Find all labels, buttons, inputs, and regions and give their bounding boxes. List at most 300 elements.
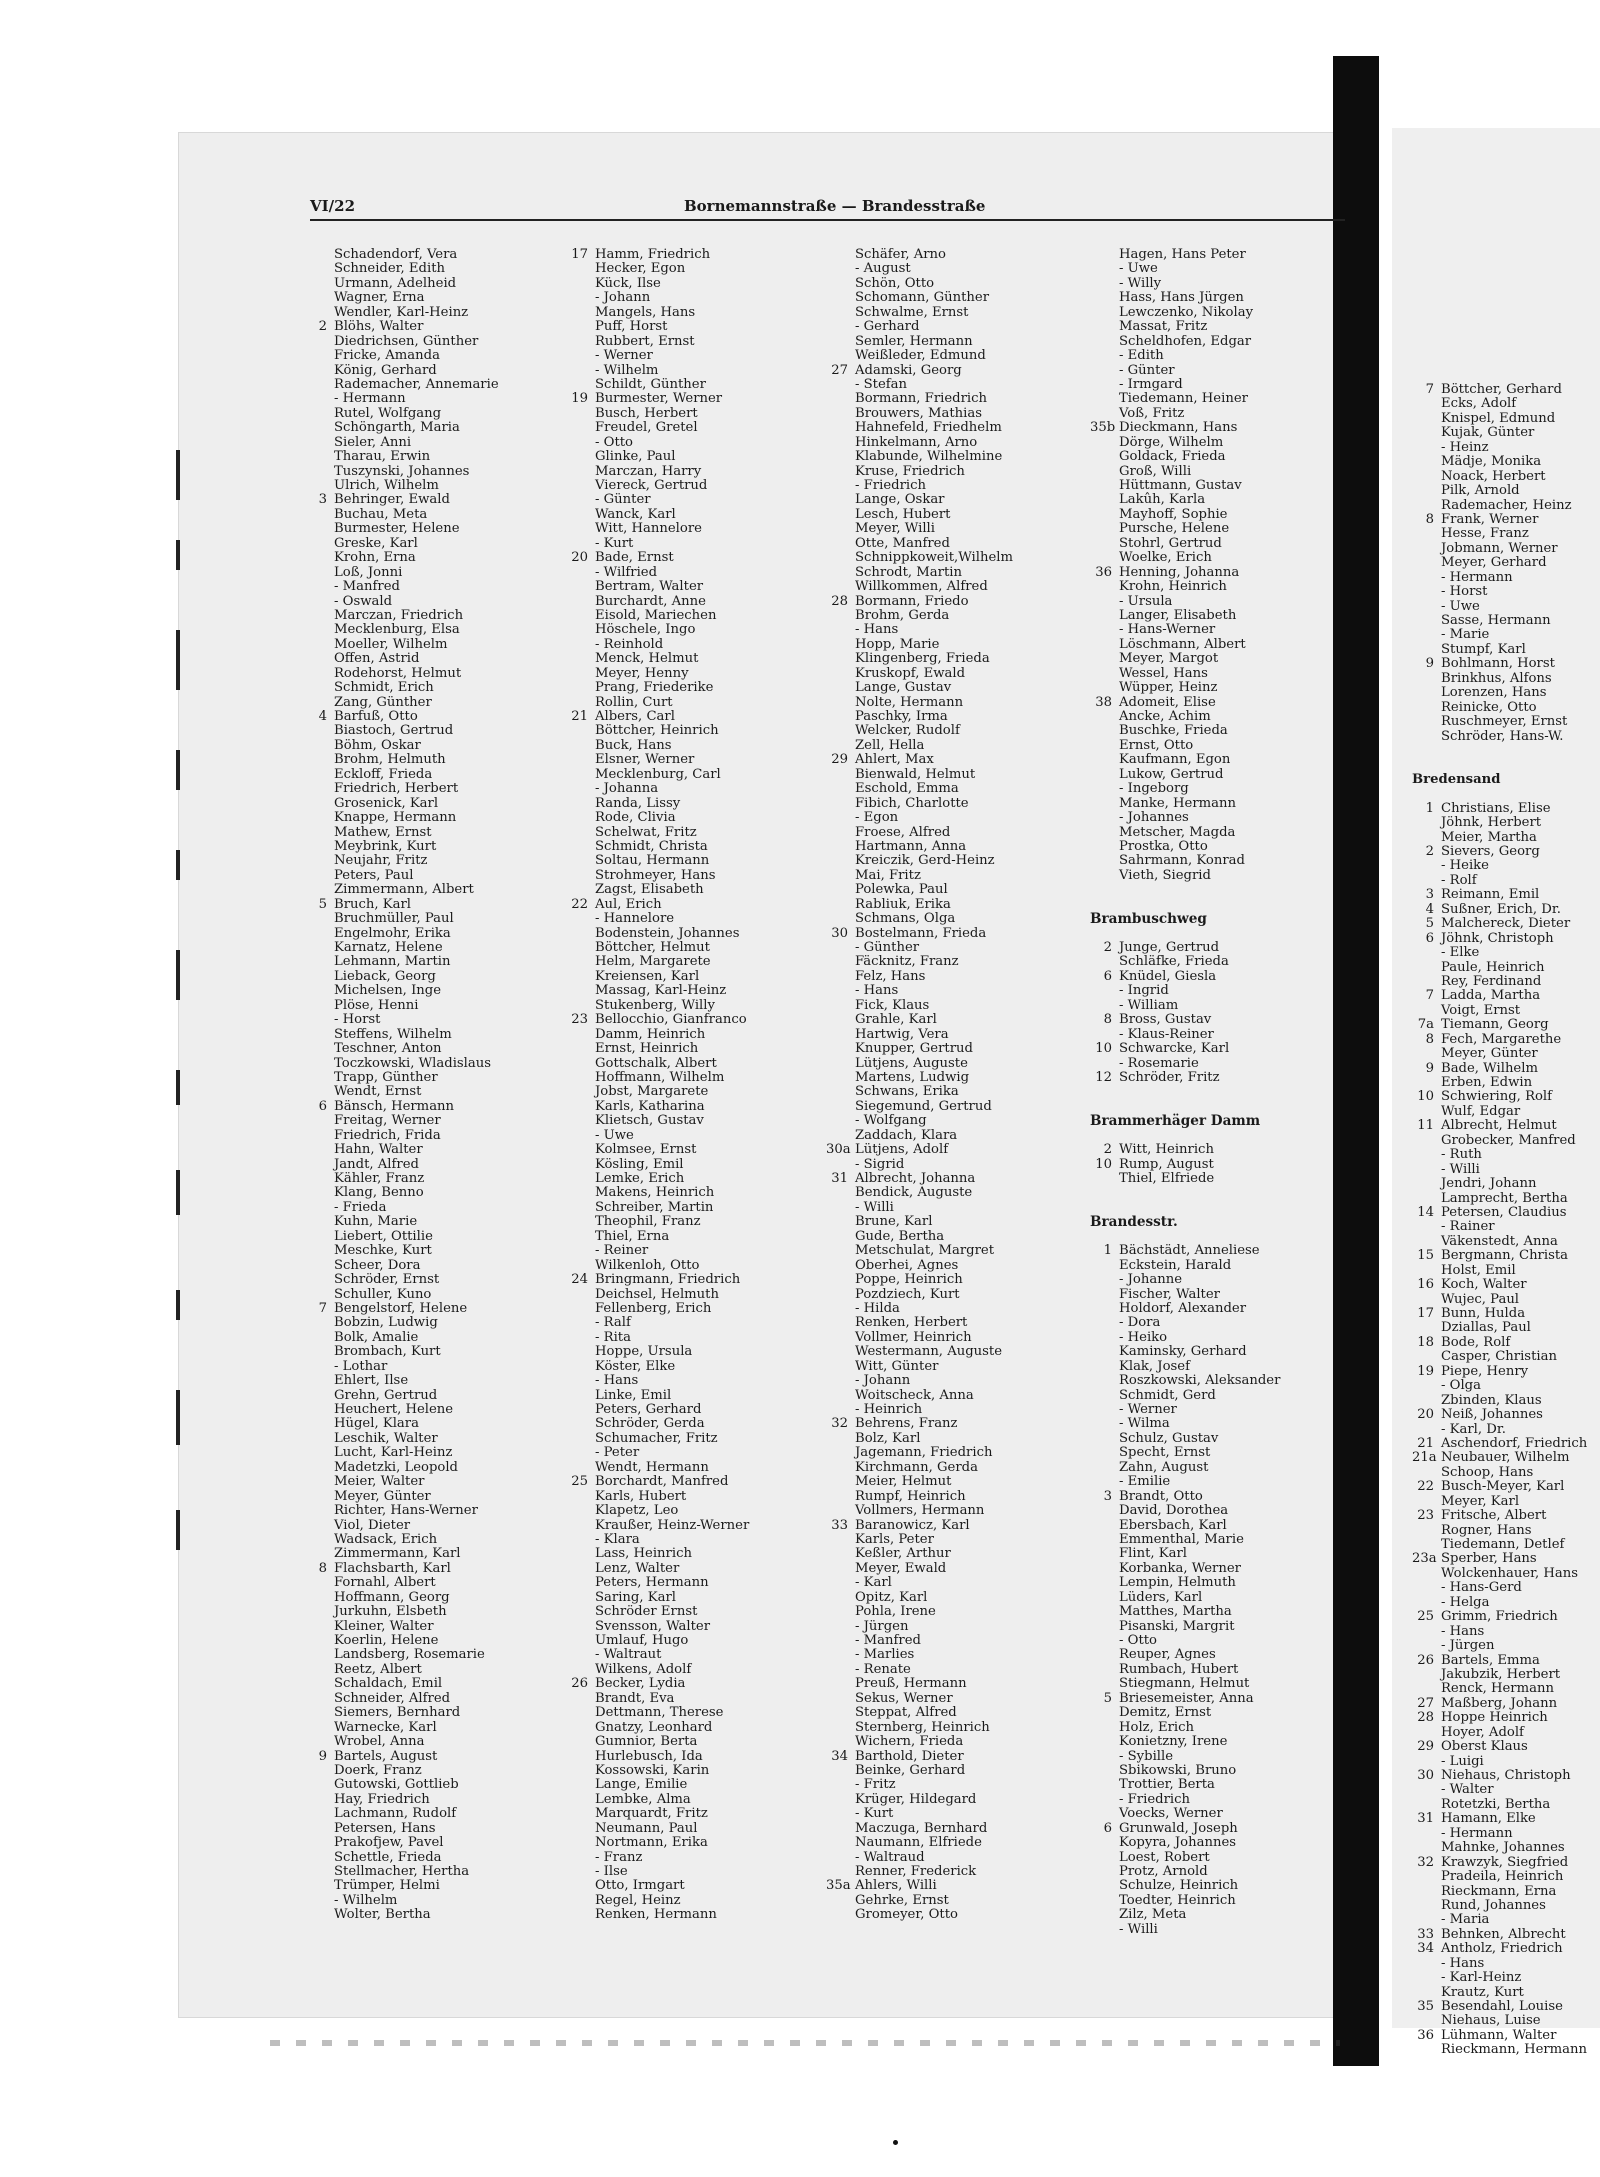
- resident-entry: [566, 392, 749, 406]
- resident-entry: [305, 1446, 499, 1460]
- resident-name: Schulze, Heinrich: [1119, 1878, 1239, 1894]
- resident-entry: [1412, 1018, 1587, 1032]
- street-heading: [1090, 1215, 1280, 1229]
- resident-entry: [566, 1504, 749, 1518]
- resident-entry: [1412, 932, 1587, 946]
- resident-entry: [826, 652, 1013, 666]
- resident-name: Fricke, Amanda: [334, 348, 440, 364]
- resident-entry: [1412, 1726, 1587, 1740]
- resident-entry: [566, 479, 749, 493]
- resident-name: - Wilma: [1119, 1416, 1170, 1432]
- resident-name: - Jürgen: [1441, 1638, 1495, 1654]
- resident-name: Kopyra, Johannes: [1119, 1835, 1237, 1851]
- resident-entry: [1090, 1605, 1280, 1619]
- resident-name: Moeller, Wilhelm: [334, 636, 448, 652]
- resident-entry: [305, 797, 499, 811]
- resident-entry: [305, 1172, 499, 1186]
- resident-name: Hopp, Marie: [855, 636, 940, 652]
- resident-name: Lenz, Walter: [595, 1560, 680, 1576]
- resident-entry: [1090, 1894, 1280, 1908]
- resident-entry: [305, 984, 499, 998]
- resident-entry: [305, 912, 499, 926]
- book-gutter: [1333, 56, 1379, 2066]
- resident-entry: [826, 883, 1013, 897]
- page-header: [310, 197, 1345, 221]
- resident-entry: [566, 1865, 749, 1879]
- resident-name: Zimmermann, Karl: [334, 1546, 461, 1562]
- resident-name: - Ruth: [1441, 1147, 1482, 1163]
- resident-name: Fick, Klaus: [855, 997, 930, 1013]
- resident-name: Hartmann, Anna: [855, 838, 967, 854]
- resident-name: - Waltraut: [595, 1647, 662, 1663]
- street-name: Brammerhäger Damm: [1090, 1113, 1261, 1130]
- resident-entry: [566, 782, 749, 796]
- resident-name: Eckstein, Harald: [1119, 1257, 1232, 1273]
- house-number: 12: [1095, 1069, 1112, 1085]
- house-number: 9: [1425, 1060, 1434, 1076]
- house-number: 15: [1417, 1248, 1434, 1264]
- resident-name: Rund, Johannes: [1441, 1897, 1546, 1913]
- resident-entry: [1090, 349, 1280, 363]
- resident-name: - Kurt: [595, 535, 634, 551]
- resident-name: Schröder, Gerda: [595, 1416, 705, 1432]
- resident-name: Piepe, Henry: [1441, 1363, 1529, 1379]
- resident-entry: [566, 1648, 749, 1662]
- resident-entry: [566, 1129, 749, 1143]
- resident-name: Barthold, Dieter: [855, 1748, 964, 1764]
- resident-entry: [1412, 1755, 1587, 1769]
- resident-entry: [566, 1721, 749, 1735]
- house-number: 9: [318, 1748, 327, 1764]
- resident-name: Burchardt, Anne: [595, 593, 706, 609]
- resident-entry: [1090, 537, 1280, 551]
- resident-entry: [1090, 465, 1280, 479]
- resident-name: - Friedrich: [1119, 1791, 1190, 1807]
- resident-name: Kruskopf, Ewald: [855, 665, 966, 681]
- resident-name: Poppe, Heinrich: [855, 1272, 963, 1288]
- resident-entry: [1090, 1360, 1280, 1374]
- resident-name: Lembke, Alma: [595, 1791, 691, 1807]
- resident-name: Jurkuhn, Elsbeth: [334, 1604, 447, 1620]
- resident-name: Gumnior, Berta: [595, 1734, 698, 1750]
- resident-name: Brinkhus, Alfons: [1441, 670, 1552, 686]
- resident-name: Landsberg, Rosemarie: [334, 1647, 485, 1663]
- resident-entry: [566, 1461, 749, 1475]
- resident-name: Behringer, Ewald: [334, 492, 450, 508]
- resident-entry: [1412, 643, 1587, 657]
- resident-name: - Peter: [595, 1445, 640, 1461]
- resident-entry: [566, 364, 749, 378]
- resident-entry: [1412, 1394, 1587, 1408]
- resident-entry: [305, 1013, 499, 1027]
- house-number: 31: [1417, 1811, 1434, 1827]
- resident-name: Thiel, Elfriede: [1119, 1171, 1215, 1186]
- resident-name: Busch-Meyer, Karl: [1441, 1479, 1565, 1495]
- resident-entry: [1412, 1740, 1587, 1754]
- resident-entry: [1090, 840, 1280, 854]
- resident-name: - Helga: [1441, 1594, 1490, 1610]
- resident-name: Hesse, Franz: [1441, 526, 1529, 542]
- resident-entry: [826, 580, 1013, 594]
- resident-entry: [1412, 888, 1587, 902]
- resident-entry: [1090, 609, 1280, 623]
- resident-entry: [566, 522, 749, 536]
- resident-entry: [566, 652, 749, 666]
- resident-name: Meyer, Willi: [855, 521, 935, 537]
- resident-name: Klingenberg, Frieda: [855, 651, 990, 667]
- resident-name: Schmidt, Erich: [334, 680, 434, 696]
- resident-name: Freudel, Gretel: [595, 420, 698, 436]
- resident-entry: [566, 1778, 749, 1792]
- resident-name: Schön, Otto: [855, 275, 935, 291]
- resident-entry: [826, 1634, 1013, 1648]
- resident-entry: [1090, 1721, 1280, 1735]
- resident-name: Bostelmann, Frieda: [855, 925, 987, 941]
- resident-entry: [305, 898, 499, 912]
- resident-entry: [566, 999, 749, 1013]
- resident-entry: [1412, 1682, 1587, 1696]
- resident-entry: [1090, 1504, 1280, 1518]
- resident-name: - Hans-Gerd: [1441, 1580, 1522, 1596]
- resident-name: Engelmohr, Erika: [334, 925, 451, 941]
- resident-entry: [566, 450, 749, 464]
- resident-entry: [826, 595, 1013, 609]
- resident-entry: [1090, 955, 1280, 969]
- resident-entry: [305, 1591, 499, 1605]
- resident-entry: [305, 955, 499, 969]
- resident-name: - Heiko: [1119, 1329, 1168, 1345]
- resident-name: Pursche, Helene: [1119, 521, 1230, 537]
- resident-name: Krawzyk, Siegfried: [1441, 1854, 1569, 1870]
- resident-entry: [566, 1793, 749, 1807]
- resident-entry: [1412, 1899, 1587, 1913]
- resident-entry: [1412, 1581, 1587, 1595]
- resident-entry: [1412, 787, 1587, 801]
- resident-name: Albrecht, Helmut: [1441, 1118, 1557, 1134]
- resident-name: - Ingrid: [1119, 983, 1169, 999]
- resident-name: Flint, Karl: [1119, 1546, 1187, 1562]
- resident-name: Umlauf, Hugo: [595, 1633, 689, 1648]
- resident-name: Brombach, Kurt: [334, 1344, 441, 1360]
- resident-name: Fibich, Charlotte: [855, 795, 969, 811]
- resident-name: Karls, Katharina: [595, 1098, 705, 1114]
- resident-entry: [1090, 1750, 1280, 1764]
- resident-entry: [305, 652, 499, 666]
- resident-entry: [1412, 2014, 1587, 2028]
- resident-entry: [566, 1475, 749, 1489]
- resident-name: - Olga: [1441, 1378, 1481, 1394]
- resident-entry: [826, 1908, 1013, 1922]
- resident-name: Lass, Heinrich: [595, 1546, 692, 1562]
- resident-entry: [1090, 1057, 1280, 1071]
- resident-entry: [1412, 1509, 1587, 1523]
- resident-name: Martens, Ludwig: [855, 1069, 970, 1085]
- resident-entry: [826, 364, 1013, 378]
- resident-entry: [305, 522, 499, 536]
- resident-entry: [1090, 407, 1280, 421]
- resident-entry: [1090, 364, 1280, 378]
- resident-name: Kück, Ilse: [595, 275, 661, 291]
- resident-entry: [1412, 1495, 1587, 1509]
- resident-entry: [1412, 1379, 1587, 1393]
- resident-entry: [1090, 869, 1280, 883]
- resident-entry: [826, 1100, 1013, 1114]
- resident-entry: [826, 508, 1013, 522]
- resident-name: - Karl, Dr.: [1441, 1421, 1506, 1437]
- resident-entry: [1090, 320, 1280, 334]
- resident-name: - Sybille: [1119, 1748, 1174, 1764]
- resident-name: Schulz, Gustav: [1119, 1430, 1219, 1446]
- house-number: 30: [1417, 1768, 1434, 1783]
- resident-entry: [826, 1013, 1013, 1027]
- house-number: 19: [1417, 1363, 1434, 1379]
- house-number: 19: [571, 391, 588, 407]
- resident-name: Metscher, Magda: [1119, 824, 1236, 840]
- resident-entry: [1090, 1446, 1280, 1460]
- resident-entry: [566, 912, 749, 926]
- resident-name: Damm, Heinrich: [595, 1026, 706, 1042]
- resident-entry: [566, 710, 749, 724]
- resident-name: Schwalme, Ernst: [855, 304, 969, 320]
- resident-entry: [1412, 1798, 1587, 1812]
- resident-entry: [566, 927, 749, 941]
- resident-entry: [826, 1504, 1013, 1518]
- resident-entry: [566, 1143, 749, 1157]
- resident-entry: [826, 782, 1013, 796]
- resident-name: Toedter, Heinrich: [1119, 1892, 1236, 1908]
- resident-name: - Oswald: [334, 593, 393, 609]
- resident-entry: [305, 854, 499, 868]
- resident-name: - Wilfried: [595, 564, 658, 580]
- resident-entry: [826, 1648, 1013, 1662]
- resident-name: Grosenick, Karl: [334, 795, 439, 811]
- resident-entry: [305, 421, 499, 435]
- resident-name: Meier, Walter: [334, 1474, 425, 1490]
- resident-entry: [826, 638, 1013, 652]
- house-number: 18: [1417, 1334, 1434, 1350]
- resident-entry: [826, 609, 1013, 623]
- resident-name: Semler, Hermann: [855, 333, 973, 349]
- resident-entry: [826, 999, 1013, 1013]
- resident-entry: [566, 1403, 749, 1417]
- resident-entry: [305, 840, 499, 854]
- resident-name: - Marie: [1441, 627, 1490, 643]
- resident-name: Urmann, Adelheid: [334, 275, 457, 291]
- resident-name: Groß, Willi: [1119, 463, 1192, 479]
- scan-margin: [0, 0, 1600, 56]
- resident-name: Trapp, Günther: [334, 1069, 438, 1085]
- resident-name: Jöhnk, Herbert: [1441, 815, 1542, 831]
- resident-name: Holdorf, Alexander: [1119, 1300, 1247, 1316]
- resident-entry: [566, 407, 749, 421]
- resident-name: Bertram, Walter: [595, 579, 704, 595]
- resident-name: Eckloff, Frieda: [334, 766, 433, 782]
- resident-entry: [1090, 1879, 1280, 1893]
- resident-name: - Egon: [855, 810, 899, 826]
- resident-name: Klang, Benno: [334, 1185, 424, 1201]
- resident-name: Erben, Edwin: [1441, 1075, 1533, 1090]
- resident-name: - Johannes: [1119, 810, 1189, 826]
- resident-name: Kähler, Franz: [334, 1171, 425, 1186]
- resident-name: Henning, Johanna: [1119, 564, 1240, 580]
- resident-name: David, Dorothea: [1119, 1503, 1229, 1519]
- resident-entry: [566, 696, 749, 710]
- house-number: 17: [571, 247, 588, 262]
- resident-entry: [566, 1172, 749, 1186]
- resident-name: - Werner: [595, 348, 653, 364]
- house-number: 38: [1095, 694, 1112, 710]
- resident-name: Kirchmann, Gerda: [855, 1459, 978, 1475]
- resident-name: Tiemann, Georg: [1441, 1017, 1549, 1033]
- resident-name: Marczan, Friedrich: [334, 607, 464, 623]
- resident-name: Zell, Hella: [855, 737, 925, 753]
- resident-name: Aschendorf, Friedrich: [1441, 1435, 1588, 1451]
- resident-name: - Günter: [595, 492, 651, 508]
- resident-name: Rumbach, Hubert: [1119, 1661, 1239, 1677]
- resident-name: - Kurt: [855, 1806, 894, 1822]
- resident-name: Peters, Paul: [334, 867, 414, 883]
- resident-name: Schoop, Hans: [1441, 1464, 1534, 1480]
- resident-name: - Rainer: [1441, 1219, 1495, 1235]
- street-heading: [1412, 773, 1587, 787]
- resident-name: Loest, Robert: [1119, 1849, 1210, 1865]
- house-number: 7: [1425, 988, 1434, 1004]
- resident-entry: [1090, 277, 1280, 291]
- resident-entry: [1090, 1620, 1280, 1634]
- resident-entry: [1412, 1928, 1587, 1942]
- resident-name: Wujec, Paul: [1441, 1291, 1520, 1307]
- resident-entry: [305, 1158, 499, 1172]
- resident-name: Fellenberg, Erich: [595, 1300, 712, 1316]
- resident-name: Konietzny, Irene: [1119, 1734, 1228, 1750]
- house-number: 8: [1103, 1012, 1112, 1028]
- resident-name: - Renate: [855, 1661, 911, 1677]
- resident-name: Bartels, Emma: [1441, 1652, 1540, 1668]
- resident-name: Bobzin, Ludwig: [334, 1315, 438, 1331]
- resident-name: Vieth, Siegrid: [1119, 867, 1211, 883]
- resident-name: Oberhei, Agnes: [855, 1257, 959, 1273]
- resident-entry: [566, 580, 749, 594]
- resident-name: Dörge, Wilhelm: [1119, 434, 1224, 450]
- resident-entry: [305, 1230, 499, 1244]
- resident-entry: [1090, 1576, 1280, 1590]
- resident-entry: [305, 1576, 499, 1590]
- resident-entry: [1090, 392, 1280, 406]
- resident-name: - Reiner: [595, 1243, 649, 1259]
- resident-entry: [1090, 898, 1280, 912]
- resident-name: Voß, Fritz: [1119, 405, 1185, 421]
- header-rule: [310, 219, 1345, 221]
- resident-name: - Frieda: [334, 1199, 387, 1215]
- house-number: 10: [1417, 1089, 1434, 1105]
- resident-name: - Hans: [855, 983, 899, 999]
- resident-name: Scheer, Dora: [334, 1257, 421, 1273]
- resident-name: Hoppe, Ursula: [595, 1344, 693, 1360]
- resident-entry: [566, 537, 749, 551]
- resident-name: Renken, Herbert: [855, 1315, 968, 1331]
- resident-name: Soltau, Hermann: [595, 853, 710, 869]
- resident-name: Holst, Emil: [1441, 1262, 1516, 1278]
- resident-name: Thiel, Erna: [595, 1228, 670, 1244]
- resident-entry: [566, 1057, 749, 1071]
- resident-name: Bolz, Karl: [855, 1430, 921, 1446]
- resident-entry: [305, 595, 499, 609]
- house-number: 14: [1417, 1204, 1434, 1220]
- resident-entry: [305, 566, 499, 580]
- resident-name: Klabunde, Wilhelmine: [855, 449, 1003, 465]
- resident-entry: [1090, 811, 1280, 825]
- resident-name: - Heinrich: [855, 1402, 923, 1417]
- resident-entry: [826, 479, 1013, 493]
- resident-entry: [305, 1432, 499, 1446]
- resident-entry: [1412, 874, 1587, 888]
- resident-entry: [1412, 1264, 1587, 1278]
- resident-entry: [826, 724, 1013, 738]
- resident-entry: [305, 869, 499, 883]
- resident-name: - Maria: [1441, 1912, 1490, 1928]
- resident-name: Barfuß, Otto: [334, 709, 418, 724]
- resident-name: Kösling, Emil: [595, 1156, 684, 1172]
- resident-entry: [1412, 903, 1587, 917]
- resident-name: Schaldach, Emil: [334, 1676, 443, 1692]
- resident-name: Mahnke, Johannes: [1441, 1840, 1565, 1856]
- resident-name: Kreiczik, Gerd-Heinz: [855, 853, 995, 869]
- resident-entry: [566, 465, 749, 479]
- resident-name: Briesemeister, Anna: [1119, 1690, 1254, 1706]
- resident-name: Tiedemann, Detlef: [1441, 1537, 1565, 1552]
- resident-name: - Johanne: [1119, 1272, 1183, 1288]
- resident-entry: [826, 1417, 1013, 1431]
- resident-entry: [1090, 623, 1280, 637]
- resident-name: Offen, Astrid: [334, 651, 420, 667]
- house-number: 6: [1103, 968, 1112, 984]
- resident-name: - Rita: [595, 1329, 631, 1345]
- resident-name: Antholz, Friedrich: [1441, 1941, 1563, 1957]
- resident-entry: [305, 1071, 499, 1085]
- resident-name: - Hans: [595, 1373, 639, 1389]
- resident-entry: [826, 537, 1013, 551]
- resident-entry: [826, 1316, 1013, 1330]
- house-number: 23a: [1412, 1551, 1437, 1567]
- resident-name: Vollmer, Heinrich: [855, 1329, 972, 1345]
- scan-dot: [893, 2140, 898, 2145]
- house-number: 3: [1103, 1488, 1112, 1504]
- resident-name: Deichsel, Helmuth: [595, 1286, 719, 1302]
- resident-name: Blöhs, Walter: [334, 319, 424, 335]
- resident-entry: [305, 1288, 499, 1302]
- resident-entry: [826, 248, 1013, 262]
- resident-name: Hügel, Klara: [334, 1416, 419, 1432]
- resident-name: - Heike: [1441, 858, 1489, 874]
- resident-entry: [826, 955, 1013, 969]
- resident-name: - Irmgard: [1119, 376, 1183, 392]
- resident-entry: [1090, 1143, 1280, 1157]
- resident-name: - Ilse: [595, 1864, 628, 1879]
- resident-name: Rademacher, Heinz: [1441, 497, 1572, 513]
- resident-entry: [1090, 1663, 1280, 1677]
- resident-name: Noack, Herbert: [1441, 468, 1546, 484]
- resident-entry: [566, 349, 749, 363]
- resident-entry: [305, 883, 499, 897]
- resident-entry: [305, 724, 499, 738]
- resident-name: Schelwat, Fritz: [595, 824, 697, 840]
- resident-entry: [305, 681, 499, 695]
- resident-name: - Jürgen: [855, 1618, 909, 1634]
- house-number: 28: [1417, 1710, 1434, 1726]
- resident-entry: [826, 1186, 1013, 1200]
- resident-entry: [826, 696, 1013, 710]
- resident-entry: [1412, 1610, 1587, 1624]
